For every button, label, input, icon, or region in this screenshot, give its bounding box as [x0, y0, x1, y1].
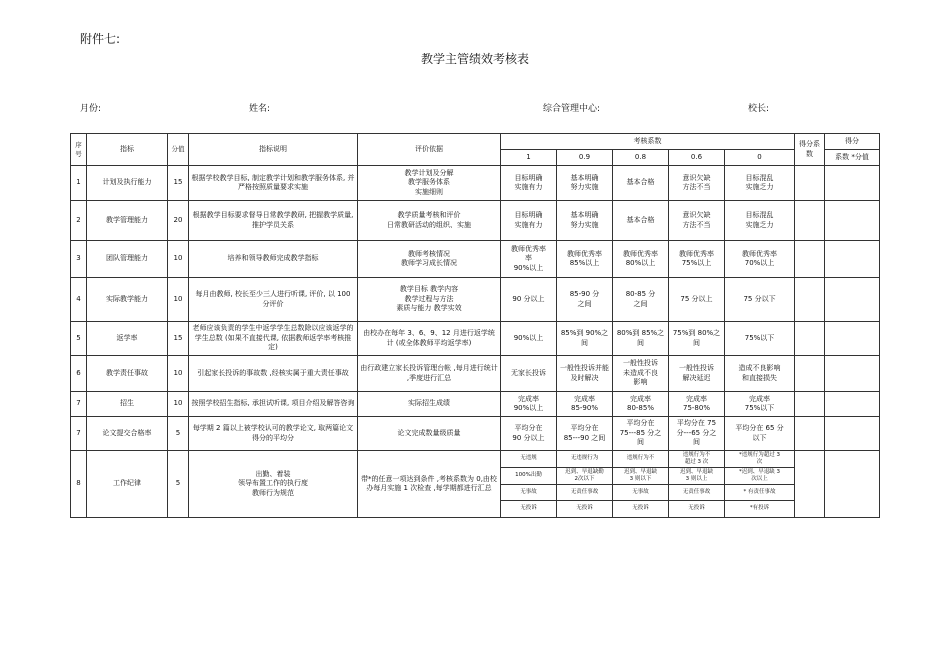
score-coef-cell [795, 278, 825, 322]
coef-08-cell: 80-85 分 之间 [613, 278, 669, 322]
row-seq: 5 [71, 322, 87, 356]
header-score-coef: 得分系数 [795, 134, 825, 166]
score-coef-cell [795, 322, 825, 356]
coef-1-cell: 无事故 [501, 485, 557, 501]
header-indicator: 指标 [87, 134, 168, 166]
coef-1-cell: 无投诉 [501, 501, 557, 518]
header-score-formula: 系数 *分值 [825, 150, 880, 166]
coef-0-cell: 平均分在 65 分 以下 [725, 417, 795, 451]
coef-08-cell: 无事故 [613, 485, 669, 501]
header-score-group: 得分 [825, 134, 880, 150]
score-cell [825, 166, 880, 201]
table-row [71, 417, 880, 451]
coef-09-cell: 85-90 分 之间 [557, 278, 613, 322]
coef-09-cell: 教师优秀率 85%以上 [557, 241, 613, 278]
row-indicator: 团队管理能力 [87, 241, 168, 278]
header-coef-08: 0.8 [613, 150, 669, 166]
table-row [71, 322, 880, 356]
row-indicator: 招生 [87, 392, 168, 417]
row-score: 20 [168, 201, 189, 241]
table-row [71, 451, 880, 468]
row-basis: 实际招生成绩 [358, 392, 501, 417]
row-basis: 教师考核情况 教师学习成长情况 [358, 241, 501, 278]
coef-09-cell: 平均分在 85---90 之间 [557, 417, 613, 451]
coef-08-cell: 完成率 80-85% [613, 392, 669, 417]
score-cell [825, 451, 880, 518]
coef-1-cell: 目标明确 实施有力 [501, 201, 557, 241]
coef-06-cell: 迟到、早退缺 3 则以上 [669, 468, 725, 485]
row-score: 10 [168, 241, 189, 278]
score-coef-cell [795, 356, 825, 392]
coef-0-cell: 目标混乱 实施乏力 [725, 166, 795, 201]
coef-06-cell: 教师优秀率 75%以上 [669, 241, 725, 278]
score-cell [825, 278, 880, 322]
score-cell [825, 392, 880, 417]
header-coef-0: 0 [725, 150, 795, 166]
row-description: 出勤、着装 领导布置工作的执行度 教师行为规范 [189, 451, 358, 518]
coef-0-cell: * 有责任事故 [725, 485, 795, 501]
row-description: 老师应该负责的学生中返学学生总数除以应该返学的学生总数 (如果不直接代课, 依据教师返学率考核推定) [189, 322, 358, 356]
coef-1-cell: 无违规 [501, 451, 557, 468]
coef-1-cell: 100%出勤 [501, 468, 557, 485]
coef-06-cell: 75 分以上 [669, 278, 725, 322]
coef-06-cell: 一般性投诉 解决延迟 [669, 356, 725, 392]
score-cell [825, 356, 880, 392]
page-title: 教学主管绩效考核表 [420, 52, 529, 66]
row-description: 根据教学目标要求督导日常教学教研, 把握教学质量, 推护学员关系 [189, 201, 358, 241]
coef-06-cell: 意识欠缺 方法不当 [669, 166, 725, 201]
coef-0-cell: 75 分以下 [725, 278, 795, 322]
table-row [71, 278, 880, 322]
score-coef-cell [795, 417, 825, 451]
row-indicator: 教学责任事故 [87, 356, 168, 392]
row-score: 5 [168, 417, 189, 451]
table-row [71, 166, 880, 201]
coef-08-cell: 一般性投诉 未造成不良 影响 [613, 356, 669, 392]
coef-08-cell: 迟到、早退缺 3 则以下 [613, 468, 669, 485]
score-cell [825, 417, 880, 451]
coef-1-cell: 完成率 90%以上 [501, 392, 557, 417]
coef-1-cell: 无家长投诉 [501, 356, 557, 392]
row-basis: 教学目标 教学内容 教学过程与方法 素质与能力 教学实效 [358, 278, 501, 322]
header-description: 指标说明 [189, 134, 358, 166]
row-basis: 由校办在每年 3、6、9、12 月进行返学统计 (或全体教师平均返学率) [358, 322, 501, 356]
row-seq: 1 [71, 166, 87, 201]
score-cell [825, 322, 880, 356]
coef-06-cell: 完成率 75-80% [669, 392, 725, 417]
header-row [71, 134, 880, 150]
score-coef-cell [795, 201, 825, 241]
coef-0-cell: 完成率 75%以下 [725, 392, 795, 417]
principal-label: 校长: [748, 104, 770, 114]
coef-1-cell: 平均分在 90 分以上 [501, 417, 557, 451]
coef-09-cell: 迟到、早退缺勤 2次以下 [557, 468, 613, 485]
coef-08-cell: 基本合格 [613, 166, 669, 201]
coef-09-cell: 无投诉 [557, 501, 613, 518]
row-basis: 由行政建立家长投诉管理台帐 ,每月进行统计 ,季度进行汇总 [358, 356, 501, 392]
row-seq: 3 [71, 241, 87, 278]
coef-06-cell: 平均分在 75 分---65 分之 间 [669, 417, 725, 451]
coef-06-cell: 75%到 80%之间 [669, 322, 725, 356]
row-description: 按照学校招生指标, 承担试听课, 项目介绍及解答咨询 [189, 392, 358, 417]
name-label: 姓名: [249, 104, 271, 114]
table-body [71, 134, 880, 518]
row-description: 根据学校教学目标, 制定教学计划和教学服务体系, 并严格按照质量要求实施 [189, 166, 358, 201]
header-coef-06: 0.6 [669, 150, 725, 166]
row-seq: 7 [71, 392, 87, 417]
center-label: 综合管理中心: [543, 104, 601, 114]
row-indicator: 教学管理能力 [87, 201, 168, 241]
row-description: 每月由教师, 校长至少三人进行听课, 评价, 以 100 分评价 [189, 278, 358, 322]
table-row [71, 356, 880, 392]
row-basis: 教学计划及分解 教学服务体系 实施细则 [358, 166, 501, 201]
attachment-label: 附件七: [80, 32, 121, 46]
row-seq: 6 [71, 356, 87, 392]
row-indicator: 工作纪律 [87, 451, 168, 518]
row-seq: 2 [71, 201, 87, 241]
coef-09-cell: 85%到 90%之间 [557, 322, 613, 356]
coef-0-cell: *有投诉 [725, 501, 795, 518]
coef-1-cell: 90 分以上 [501, 278, 557, 322]
coef-08-cell: 无投诉 [613, 501, 669, 518]
header-coef-1: 1 [501, 150, 557, 166]
header-seq: 序号 [71, 134, 87, 166]
row-seq: 4 [71, 278, 87, 322]
coef-06-cell: 无责任事故 [669, 485, 725, 501]
coef-08-cell: 基本合格 [613, 201, 669, 241]
coef-09-cell: 基本明确 努力实施 [557, 201, 613, 241]
table-row [71, 241, 880, 278]
row-score: 10 [168, 356, 189, 392]
header-score: 分值 [168, 134, 189, 166]
row-basis: 论文完成数量级质量 [358, 417, 501, 451]
row-basis: 教学质量考核和评价 日常教研活动的组织、实施 [358, 201, 501, 241]
coef-09-cell: 无违规行为 [557, 451, 613, 468]
coef-0-cell: 造成不良影响 和直接损失 [725, 356, 795, 392]
header-coef-09: 0.9 [557, 150, 613, 166]
coef-0-cell: 教师优秀率 70%以上 [725, 241, 795, 278]
row-seq: 8 [71, 451, 87, 518]
header-basis: 评价依据 [358, 134, 501, 166]
row-score: 15 [168, 166, 189, 201]
coef-0-cell: 目标混乱 实施乏力 [725, 201, 795, 241]
row-description: 每学期 2 篇以上被学校认可的教学论文, 取两篇论文得分的平均分 [189, 417, 358, 451]
row-score: 5 [168, 451, 189, 518]
row-indicator: 计划及执行能力 [87, 166, 168, 201]
row-seq: 7 [71, 417, 87, 451]
coef-1-cell: 教师优秀率 率 90%以上 [501, 241, 557, 278]
table-row [71, 392, 880, 417]
assessment-table [70, 133, 880, 518]
month-label: 月份: [80, 104, 102, 114]
score-coef-cell [795, 451, 825, 518]
coef-06-cell: 无投诉 [669, 501, 725, 518]
row-indicator: 实际教学能力 [87, 278, 168, 322]
row-score: 10 [168, 392, 189, 417]
coef-08-cell: 教师优秀率 80%以上 [613, 241, 669, 278]
header-coef-group: 考核系数 [501, 134, 795, 150]
row-basis: 带*的任意一项达到条件 ,考核系数为 0,由校办每月实施 1 次检查 ,每学期都进行汇总 [358, 451, 501, 518]
table-row [71, 201, 880, 241]
coef-08-cell: 平均分在 75---85 分之 间 [613, 417, 669, 451]
row-description: 培养和领导教师完成教学指标 [189, 241, 358, 278]
coef-08-cell: 80%到 85%之间 [613, 322, 669, 356]
score-coef-cell [795, 166, 825, 201]
score-coef-cell [795, 241, 825, 278]
coef-06-cell: 违规行为不 超过 3 次 [669, 451, 725, 468]
coef-1-cell: 目标明确 实施有力 [501, 166, 557, 201]
score-coef-cell [795, 392, 825, 417]
coef-0-cell: *违规行为超过 3 次 [725, 451, 795, 468]
row-score: 15 [168, 322, 189, 356]
row-score: 10 [168, 278, 189, 322]
score-cell [825, 241, 880, 278]
coef-09-cell: 一般性投诉并能及时解决 [557, 356, 613, 392]
score-cell [825, 201, 880, 241]
coef-1-cell: 90%以上 [501, 322, 557, 356]
coef-09-cell: 基本明确 努力实施 [557, 166, 613, 201]
coef-0-cell: *迟到、早退缺 3 次以上 [725, 468, 795, 485]
coef-09-cell: 完成率 85-90% [557, 392, 613, 417]
coef-08-cell: 违规行为不 [613, 451, 669, 468]
coef-09-cell: 无责任事故 [557, 485, 613, 501]
coef-06-cell: 意识欠缺 方法不当 [669, 201, 725, 241]
row-description: 引起家长投诉的事故数 ,经核实属于重大责任事故 [189, 356, 358, 392]
coef-0-cell: 75%以下 [725, 322, 795, 356]
row-indicator: 论文提交合格率 [87, 417, 168, 451]
row-indicator: 返学率 [87, 322, 168, 356]
